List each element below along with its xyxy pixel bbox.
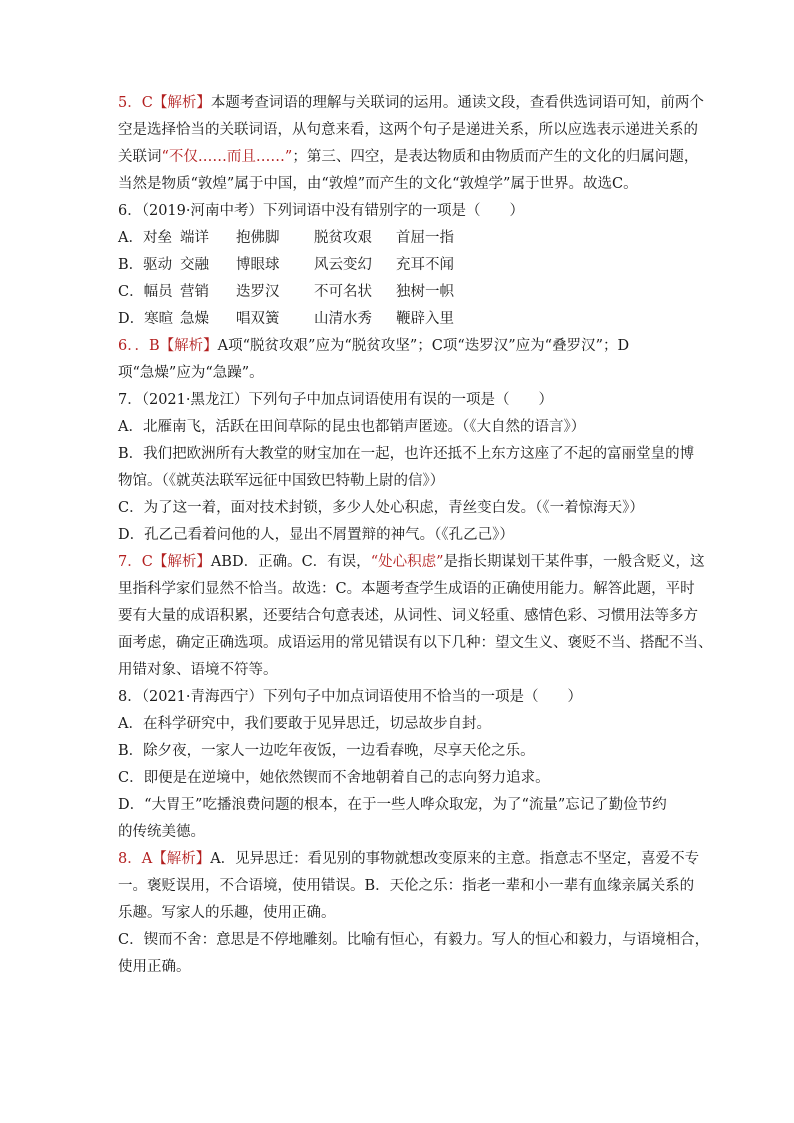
q5-answer-text: 本题考查词语的理解与关联词的运用。通读文段，查看供选词语可知，前两个 [210,95,704,111]
q7-option-b-cont: 物馆。（《就英法联军远征中国致巴特勒上尉的信》） [118,473,445,489]
q6-option-d: D．寒暄 急燥 唱双簧 山清水秀 鞭辟入里 [118,311,454,327]
q8-option-d: D．“大胃王”吃播浪费问题的根本，在于一些人哗众取宠，为了“流量”忘记了勤俭节约 [118,797,667,813]
q5-answer-line-2: 空是选择恰当的关联词语，从句意来看，这两个句子是递进关系，所以应选表示递进关系的 [118,122,698,138]
q8-option-b: B．除夕夜，一家人一边吃年夜饭，一边看春晚，尽享天伦之乐。 [118,743,535,759]
q8-answer-line-2: 一。褒贬误用，不合语境，使用错误。B．天伦之乐：指老一辈和小一辈有血缘亲属关系的 [118,878,695,894]
q6-option-a: A．对垒 端详 抱佛脚 脱贫攻艰 首屈一指 [118,230,454,246]
q6-option-b: B．驱动 交融 博眼球 风云变幻 充耳不闻 [118,257,454,273]
q6-option-c: C．幅员 营销 迭罗汉 不可名状 独树一帜 [118,284,454,300]
q5-answer-line-1 [118,90,704,117]
q5-answer-line-3: 关联词“不仅……而且……”；第三、四空，是表达物质和由物质而产生的文化的归属问题， [118,149,699,165]
q6-answer-line-2: 项“急燥”应为“急躁”。 [118,365,264,381]
q7-answer-line-2: 里指科学家们显然不恰当。故选：C。本题考查学生成语的正确使用能力。解答此题，平时 [118,581,695,597]
q8-answer-line-5: 使用正确。 [118,959,191,975]
q5-answer-head: 5．C【解析】 [118,95,211,111]
q7-stem: 7．（2021·黑龙江）下列句子中加点词语使用有误的一项是（ ） [118,392,553,408]
q7-answer-line-3: 要有大量的成语积累，还要结合句意表述，从词性、词义轻重、感情色彩、习惯用法等多方 [118,608,698,624]
q5-answer-quote: “不仅……而且……” [161,149,293,165]
q6-stem: 6．（2019·河南中考）下列词语中没有错别字的一项是（ ） [118,203,524,219]
q7-answer-line-5: 用错对象、语境不符等。 [118,662,278,678]
document-body [118,90,713,981]
q8-answer-head: 8．A【解析】 [118,851,211,867]
q6-answer-line-1: 6．．B【解析】A项“脱贫攻艰”应为“脱贫攻坚”；C项“迭罗汉”应为“叠罗汉”；D [118,338,630,354]
q7-option-d: D．孔乙己看着问他的人，显出不屑置辩的神气。（《孔乙己》） [118,527,514,543]
q6-answer-head: 6．．B【解析】 [118,338,218,354]
q7-answer-quote: “处心积虑” [370,554,444,570]
q7-answer-line-4: 面考虑，确定正确选项。成语运用的常见错误有以下几种：望文生义、褒贬不当、搭配不当、 [118,635,713,651]
q8-answer-line-3: 乐趣。写家人的乐趣，使用正确。 [118,905,336,921]
q8-stem: 8．（2021·青海西宁）下列句子中加点词语使用不恰当的一项是（ ） [118,689,582,705]
q8-answer-line-4: C．锲而不舍：意思是不停地雕刻。比喻有恒心，有毅力。写人的恒心和毅力，与语境相合， [118,932,710,948]
q5-answer-line-4: 当然是物质“敦煌”属于中国，由“敦煌”而产生的文化“敦煌学”属于世界。故选C。 [118,176,638,192]
q8-option-c: C．即便是在逆境中，她依然锲而不舍地朝着自己的志向努力追求。 [118,770,550,786]
q8-option-d-cont: 的传统美德。 [118,824,205,840]
q7-option-c: C．为了这一着，面对技术封锁，多少人处心积虑，青丝变白发。（《一着惊海天》） [118,500,644,516]
q7-option-a: A．北雁南飞，活跃在田间草际的昆虫也都销声匿迹。（《大自然的语言》） [118,419,586,435]
q7-answer-line-1: 7．C【解析】ABD．正确。C．有误，“处心积虑”是指长期谋划干某件事，一般含贬义，这 [118,554,705,570]
q7-option-b: B．我们把欧洲所有大教堂的财宝加在一起，也许还抵不上东方这座了不起的富丽堂皇的博 [118,446,695,462]
q8-option-a: A．在科学研究中，我们要敢于见异思迁，切忌故步自封。 [118,716,491,732]
q8-answer-line-1: 8．A【解析】A．见异思迁：看见别的事物就想改变原来的主意。指意志不坚定，喜爱不专 [118,851,700,867]
q7-answer-head: 7．C【解析】 [118,554,211,570]
